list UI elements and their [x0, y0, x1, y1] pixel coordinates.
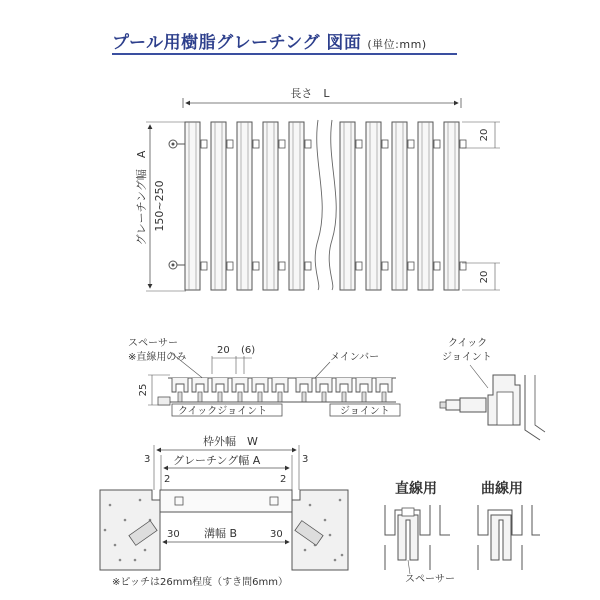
spacer-block: [382, 262, 388, 270]
concrete-speckle: [114, 544, 117, 547]
right-margin: 3: [302, 454, 309, 465]
break-line-1: [315, 120, 322, 290]
concrete-speckle: [124, 519, 127, 522]
spacer-label: スペーサー: [128, 338, 178, 349]
profile-spacer-label: スペーサー: [405, 574, 455, 585]
grating-bar: [366, 122, 381, 290]
grating-bar: [211, 122, 226, 290]
section-view: [128, 337, 400, 417]
curved-label: 曲線用: [481, 481, 523, 497]
length-label: 長さ L: [290, 87, 330, 100]
height-dim: 25: [138, 383, 149, 397]
left-margin: 3: [144, 454, 151, 465]
concrete-speckle: [144, 549, 147, 552]
spacer-block: [305, 140, 311, 148]
concrete-speckle: [334, 559, 337, 562]
concrete-speckle: [139, 499, 142, 502]
spacer-block: [201, 140, 207, 148]
end-dim-top: 20: [479, 128, 490, 142]
grating-bar: [289, 122, 304, 290]
grating-bars-left: [185, 122, 311, 290]
spacer-block: [408, 140, 414, 148]
concrete-speckle: [341, 554, 344, 557]
main-bar-profile: [232, 378, 248, 392]
concrete-speckle: [109, 504, 112, 507]
spacer-block: [408, 262, 414, 270]
grating-bar: [185, 122, 200, 290]
grating-bar: [444, 122, 459, 290]
detail-label-line1: クイック: [448, 338, 488, 349]
spacer-block: [305, 262, 311, 270]
main-bar-profile: [296, 378, 312, 392]
main-bar-profile: [192, 378, 208, 392]
grating-bars-right: [340, 122, 466, 290]
frame-width-label: 枠外幅 W: [203, 435, 258, 448]
grating-bar: [418, 122, 433, 290]
section-profile-right: [292, 378, 396, 402]
straight-only-note: ※直線用のみ: [128, 352, 187, 363]
main-bar-profile: [172, 378, 188, 392]
detail-label-line2: ジョイント: [442, 352, 492, 363]
straight-profile: [398, 515, 418, 560]
spacer-block: [253, 262, 259, 270]
right-gap: 2: [280, 474, 287, 485]
grating-section: [160, 490, 292, 512]
grating-bar: [340, 122, 355, 290]
spacer-block: [382, 140, 388, 148]
drawing-title-text: プール用樹脂グレーチング 図面: [112, 33, 362, 53]
width-range: 150~250: [153, 180, 166, 232]
main-bar-profile: [356, 378, 372, 392]
spacer-block: [227, 262, 233, 270]
spacer-block: [434, 262, 440, 270]
concrete-speckle: [324, 519, 327, 522]
left-gap: 2: [164, 474, 171, 485]
profile-views: [385, 480, 540, 585]
spacer-block: [253, 140, 259, 148]
concrete-speckle: [339, 499, 342, 502]
main-bar-profile: [252, 378, 268, 392]
installation-view: [100, 434, 348, 570]
spacer-block: [356, 140, 362, 148]
concrete-speckle: [309, 504, 312, 507]
curved-profile: [491, 515, 511, 560]
main-bar-profile: [212, 378, 228, 392]
spacer-block: [460, 140, 466, 148]
concrete-speckle: [119, 559, 122, 562]
spacer-block: [227, 140, 233, 148]
straight-label: 直線用: [395, 481, 437, 497]
main-bar-profile: [376, 378, 392, 392]
right-frame-dim: 30: [270, 529, 283, 540]
main-bar-profile: [272, 378, 288, 392]
end-dim-bottom: 20: [479, 270, 490, 284]
grating-bar: [237, 122, 252, 290]
grating-bar: [392, 122, 407, 290]
spacer-block: [201, 262, 207, 270]
quick-joint-label: クイックジョイント: [178, 406, 268, 417]
spacer-block: [279, 140, 285, 148]
main-bar-profile: [316, 378, 332, 392]
main-bar-profile: [336, 378, 352, 392]
spacer-block: [279, 262, 285, 270]
quick-joint-detail: [440, 337, 545, 440]
break-line-2: [329, 120, 336, 290]
footnote: ※ピッチは26mm程度（すき間6mm）: [112, 577, 289, 588]
grating-width-label: グレーチング幅 A: [173, 454, 261, 467]
trench-width-label: 溝幅 B: [204, 527, 238, 540]
gap-dim: (6): [241, 345, 256, 356]
joint-label: ジョイント: [340, 406, 390, 417]
width-label: グレーチング幅 A: [135, 150, 148, 246]
spacer-block: [356, 262, 362, 270]
plan-view: [134, 87, 500, 291]
unit-note: (単位:mm): [367, 38, 427, 51]
left-frame-dim: 30: [167, 529, 180, 540]
section-profile-left: [168, 378, 292, 402]
grating-bar: [263, 122, 278, 290]
pitch-dim: 20: [217, 345, 230, 356]
concrete-speckle: [134, 559, 137, 562]
main-bar-label: メインバー: [330, 352, 380, 363]
concrete-speckle: [329, 534, 332, 537]
spacer-block: [434, 140, 440, 148]
concrete-speckle: [104, 529, 107, 532]
concrete-speckle: [304, 549, 307, 552]
